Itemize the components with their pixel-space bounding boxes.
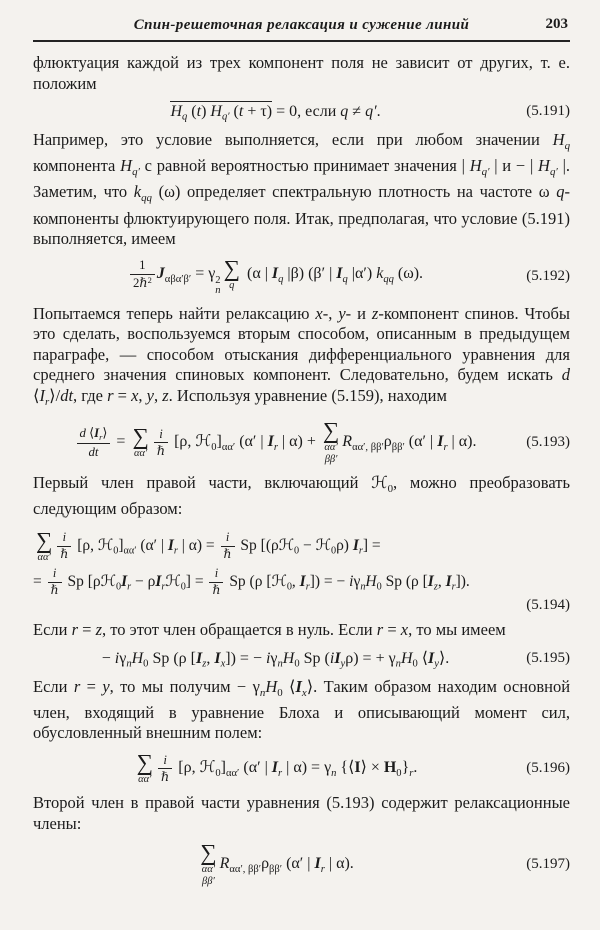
equation-5-193 bbox=[33, 419, 570, 466]
equation-formula: $\frac{1}{2\hbar^2}$ $J_{\alpha\beta\alpha'\beta'} = \gamma$ 2 n ∑ q (α | $I_q$ |β) (β′ | $I_q$ |α′) $k_{qq}$ (ω). bbox=[33, 257, 518, 297]
paragraph-6: Если r = y, то мы получим − $\gamma_nH_0$ $⟨I_x⟩$. Таким образом находим основной член, входящий в уравнение Блоха и описывающий момент сил, обусловленный внешним полем: bbox=[33, 676, 571, 743]
equation-number: (5.195) bbox=[526, 650, 570, 667]
paragraph-2: Например, это условие выполняется, если при любом значении $H_q$ компонента $H_{q'}$ с равной вероятностью принимает значения | $H_{q'}$ | и − | $H_{q'}$ |. Заметим, что $k_{qq}$ (ω) определяет спектральную плотность на частоте ω q-компоненты флюктуирующего поля. Итак, предполагая, что условие (5.191) выполняется, имеем bbox=[33, 129, 570, 249]
equation-number: (5.191) bbox=[526, 103, 570, 120]
equation-formula: $H_q$ (t) $H_{q'}$ (t + τ) = 0, если q ≠ q′. bbox=[170, 103, 381, 123]
page-number: 203 bbox=[545, 16, 568, 32]
paragraph-5: Если r = z, то этот член обращается в нуль. Если r = x, то мы имеем bbox=[33, 620, 506, 640]
paragraph-1: флюктуация каждой из трех компонент поля не зависит от других, т. е. положим bbox=[33, 53, 570, 93]
chapter-title: Спин-решеточная релаксация и сужение линий bbox=[133, 17, 470, 33]
equation-5-194 bbox=[33, 528, 570, 615]
running-header bbox=[33, 14, 570, 42]
equation-5-197 bbox=[33, 841, 570, 888]
equation-5-191 bbox=[33, 101, 570, 123]
equation-number: (5.193) bbox=[526, 434, 570, 451]
equation-formula: ∑ αα′ $\frac{i}{\text{ℏ}}$ [ρ, $ℋ_0]_{\alpha\alpha'}$ (α′ | $I_r$ | α) = $\frac{i}{\text{ℏ}}$ Sp [(ρℋ$_0$ − ℋ$_0$ρ) $I_r$] = = $\frac{i}{\text{ℏ}}$ Sp [$\rho ℋ_0I_r$ − $\rho I_rℋ_0$] = $\frac{i}{\text{ℏ}}$ Sp (ρ [ℋ$_0$, $I_r$]) = − $i\gamma_nH_0$ Sp (ρ [$I_z$, $I_r$]). bbox=[33, 527, 470, 597]
paragraph-4: Первый член правой части, включающий ℋ$_0$, можно преобразовать следующим образом: bbox=[33, 473, 571, 519]
equation-formula: ∑ αα′ $\frac{i}{\text{ℏ}}$ [ρ, $ℋ_0]_{\alpha\alpha'}$ (α′ | $I_r$ | $\alpha) = \gamma_n$ {⟨I⟩ × $H_0\}_r$. bbox=[136, 749, 418, 785]
equation-number-line bbox=[33, 597, 570, 614]
paragraph-7: Второй член в правой части уравнения (5.193) содержит релаксационные члены: bbox=[33, 793, 570, 833]
equation-formula: − $i\gamma_nH_0$ Sp (ρ [$I_z$, $I_x$]) = − $i\gamma_nH_0$ Sp $(iI_y\rho)$ = + $\gamma_nH_0$ $⟨I_y⟩$. bbox=[101, 649, 450, 670]
equation-formula: ∑ αα′ ββ′ $R_{\alpha\alpha', \beta\beta'}\rho_{\beta\beta'}$ (α′ | $I_r$ | α). bbox=[200, 840, 354, 888]
equation-5-196 bbox=[33, 751, 570, 786]
paragraph-3: Попытаемся теперь найти релаксацию x-, y- и z-компонент спинов. Чтобы это сделать, воспользуемся вторым способом, описанным в предыдущем параграфе, — способом отыскания дифференциального уравнения для среднего значения спиновых компонент. Следовательно, будем искать d $⟨I_r⟩/dt$, где r = x, y, z. Используя уравнение (5.159), находим bbox=[33, 303, 570, 408]
equation-number: (5.194) bbox=[526, 597, 570, 614]
equation-formula: $\frac{d ⟨I_r⟩}{dt}$ = ∑ αα′ $\frac{i}{\text{ℏ}}$ [ρ, $ℋ_0]_{\alpha\alpha'}$ (α′ | $I_r$ | α) + ∑ αα′ ββ′ $R_{\alpha\alpha', \beta\beta'}\rho_{\beta\beta'}$ (α′ | $I_r$ | α). bbox=[33, 419, 518, 466]
equation-number: (5.197) bbox=[526, 856, 570, 873]
equation-5-195 bbox=[33, 648, 570, 670]
equation-number: (5.192) bbox=[526, 268, 570, 285]
page-body bbox=[33, 53, 570, 888]
equation-5-192 bbox=[33, 257, 570, 297]
equation-number: (5.196) bbox=[526, 760, 570, 776]
